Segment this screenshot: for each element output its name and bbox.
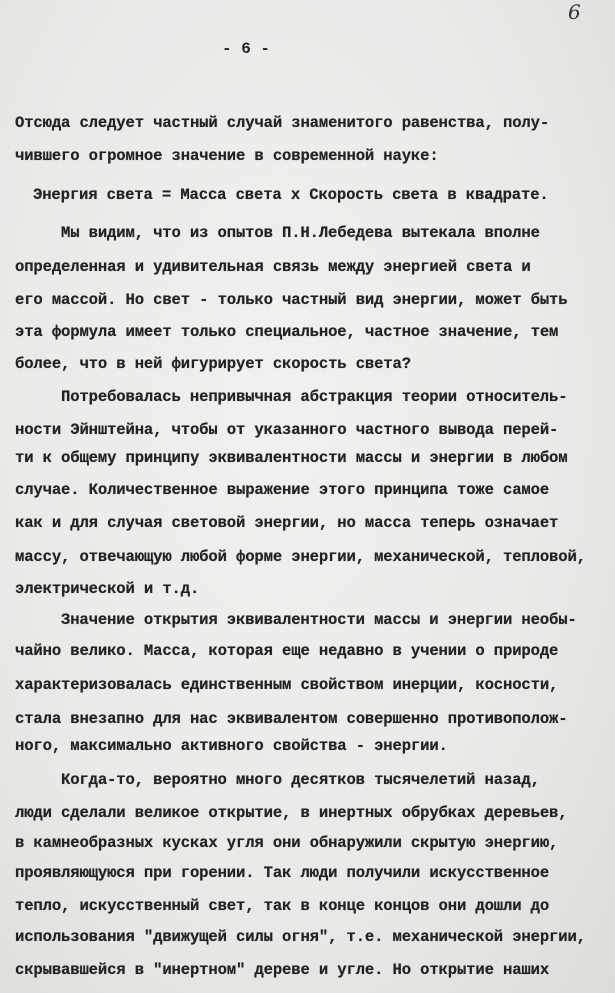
text-line: определенная и удивительная связь между энергией света и <box>15 258 531 276</box>
text-line: использования "движущей силы огня", т.е. механической энергии, <box>15 928 586 946</box>
text-line: случае. Количественное выражение этого принципа тоже самое <box>15 481 550 499</box>
text-line: тепло, искусственный свет, так в конце концов они дошли до <box>15 897 550 915</box>
text-line: Потребовалась непривычная абстракция теории относитель- <box>61 388 568 406</box>
text-line: скрывавшейся в "инертном" дереве и угле. Но открытие наших <box>15 961 550 979</box>
handwritten-page-mark: 6 <box>568 0 581 24</box>
text-line: чайно велико. Масса, которая еще недавно в учении о природе <box>15 642 559 660</box>
text-line: Значение открытия эквивалентности массы и энергии необы- <box>61 611 577 629</box>
text-line: Мы видим, что из опытов П.Н.Лебедева вытекала вполне <box>61 224 540 242</box>
text-line: его массой. Но свет - только частный вид энергии, может быть <box>15 291 568 309</box>
text-line: проявляющуюся при горении. Так люди получили искусственное <box>15 864 550 882</box>
text-line: люди сделали великое открытие, в инертных обрубках деревьев, <box>15 804 568 822</box>
text-line: ного, максимально активного свойства - энергии. <box>15 737 448 755</box>
formula-line: Энергия света = Масса света х Скорость света в квадрате. <box>33 186 549 204</box>
text-line: чившего огромное значение в современной науке: <box>15 147 439 165</box>
text-line: электрической и т.д. <box>15 580 200 598</box>
text-line: стала внезапно для нас эквивалентом совершенно противополож- <box>15 710 568 728</box>
text-line: ности Эйнштейна, чтобы от указанного частного вывода перей- <box>15 421 559 439</box>
text-line: характеризовалась единственным свойством инерции, косности, <box>15 676 559 694</box>
text-line: Отсюда следует частный случай знаменитого равенства, полу- <box>15 114 550 132</box>
text-line: Когда-то, вероятно много десятков тысячелетий назад, <box>61 771 540 789</box>
page-number: - 6 - <box>222 40 271 58</box>
text-line: массу, отвечающую любой форме энергии, механической, тепловой, <box>15 548 586 566</box>
text-line: как и для случая световой энергии, но масса теперь означает <box>15 514 559 532</box>
text-line: эта формула имеет только специальное, частное значение, тем <box>15 323 559 341</box>
text-line: более, что в ней фигурирует скорость света? <box>15 355 411 373</box>
text-line: в камнеобразных кусках угля они обнаружили скрытую энергию, <box>15 834 559 852</box>
text-line: ти к общему принципу эквивалентности массы и энергии в любом <box>15 449 568 467</box>
